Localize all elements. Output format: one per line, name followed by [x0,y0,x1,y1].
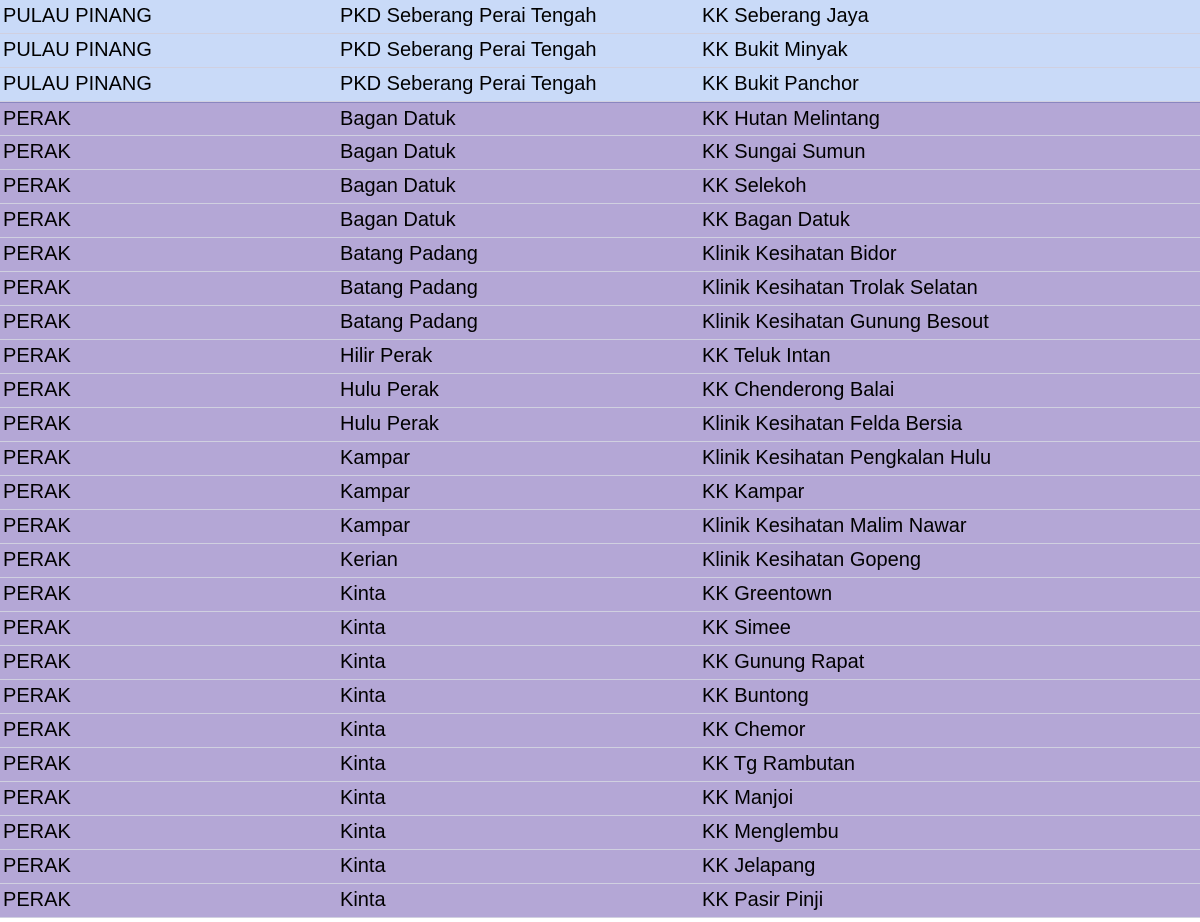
cell-district[interactable]: Kinta [340,855,386,877]
cell-state[interactable]: PERAK [3,379,71,401]
cell-district[interactable]: Kinta [340,753,386,775]
cell-clinic[interactable]: Klinik Kesihatan Trolak Selatan [702,277,978,299]
cell-district[interactable]: Kinta [340,719,386,741]
cell-state[interactable]: PERAK [3,277,71,299]
cell-clinic[interactable]: KK Bagan Datuk [702,209,850,231]
cell-clinic[interactable]: Klinik Kesihatan Gopeng [702,549,922,571]
cell-district[interactable]: Kampar [340,447,411,469]
cell-state[interactable]: PERAK [3,447,71,469]
cell-clinic[interactable]: Klinik Kesihatan Gunung Besout [702,311,989,333]
table-row [0,680,1200,714]
cell-clinic[interactable]: KK Jelapang [702,855,816,877]
table-row [0,68,1200,102]
cell-clinic[interactable]: Klinik Kesihatan Malim Nawar [702,515,967,537]
cell-clinic[interactable]: KK Kampar [702,481,805,503]
cell-district[interactable]: Kampar [340,515,411,537]
cell-clinic[interactable]: KK Gunung Rapat [702,651,865,673]
table-row [0,850,1200,884]
cell-district[interactable]: Bagan Datuk [340,175,456,197]
table-row [0,102,1200,136]
cell-clinic[interactable]: KK Bukit Minyak [702,39,848,61]
cell-district[interactable]: PKD Seberang Perai Tengah [340,73,597,95]
table-row [0,442,1200,476]
table-row [0,510,1200,544]
cell-state[interactable]: PERAK [3,345,71,367]
cell-clinic[interactable]: KK Tg Rambutan [702,753,856,775]
cell-district[interactable]: PKD Seberang Perai Tengah [340,39,597,61]
table-row [0,238,1200,272]
cell-state[interactable]: PERAK [3,481,71,503]
cell-state[interactable]: PERAK [3,753,71,775]
cell-district[interactable]: Kinta [340,583,386,605]
table-row [0,544,1200,578]
cell-state[interactable]: PERAK [3,311,71,333]
cell-state[interactable]: PERAK [3,175,71,197]
cell-district[interactable]: Batang Padang [340,311,478,333]
table-row [0,612,1200,646]
cell-clinic[interactable]: KK Pasir Pinji [702,889,824,911]
table-row [0,136,1200,170]
table-row [0,884,1200,918]
cell-state[interactable]: PERAK [3,651,71,673]
cell-state[interactable]: PERAK [3,583,71,605]
cell-district[interactable]: Kinta [340,787,386,809]
cell-district[interactable]: Kerian [340,549,398,571]
cell-state[interactable]: PERAK [3,515,71,537]
cell-district[interactable]: Batang Padang [340,277,478,299]
table-row [0,816,1200,850]
table-row [0,34,1200,68]
table-row [0,272,1200,306]
cell-state[interactable]: PULAU PINANG [3,73,152,95]
cell-clinic[interactable]: KK Menglembu [702,821,839,843]
cell-district[interactable]: Hulu Perak [340,379,439,401]
table-row [0,476,1200,510]
cell-district[interactable]: Bagan Datuk [340,209,456,231]
cell-clinic[interactable]: KK Greentown [702,583,833,605]
table-row [0,0,1200,34]
table-row [0,204,1200,238]
cell-clinic[interactable]: KK Manjoi [702,787,794,809]
cell-district[interactable]: Bagan Datuk [340,141,456,163]
cell-clinic[interactable]: KK Teluk Intan [702,345,831,367]
cell-district[interactable]: Kinta [340,685,386,707]
cell-state[interactable]: PERAK [3,617,71,639]
cell-district[interactable]: Kinta [340,617,386,639]
cell-clinic[interactable]: Klinik Kesihatan Pengkalan Hulu [702,447,992,469]
cell-state[interactable]: PULAU PINANG [3,39,152,61]
table-row [0,306,1200,340]
cell-district[interactable]: Hilir Perak [340,345,433,367]
cell-clinic[interactable]: KK Selekoh [702,175,807,197]
cell-district[interactable]: Hulu Perak [340,413,439,435]
cell-state[interactable]: PULAU PINANG [3,5,152,27]
table-row [0,408,1200,442]
table-row [0,782,1200,816]
cell-district[interactable]: Kinta [340,889,386,911]
cell-state[interactable]: PERAK [3,549,71,571]
cell-district[interactable]: Bagan Datuk [340,107,456,130]
cell-state[interactable]: PERAK [3,855,71,877]
cell-state[interactable]: PERAK [3,787,71,809]
cell-district[interactable]: Batang Padang [340,243,478,265]
cell-district[interactable]: PKD Seberang Perai Tengah [340,5,597,27]
table-row [0,374,1200,408]
cell-state[interactable]: PERAK [3,413,71,435]
cell-district[interactable]: Kinta [340,651,386,673]
table-row [0,578,1200,612]
cell-state[interactable]: PERAK [3,889,71,911]
cell-clinic[interactable]: Klinik Kesihatan Bidor [702,243,897,265]
cell-clinic[interactable]: KK Chemor [702,719,806,741]
cell-district[interactable]: Kinta [340,821,386,843]
table-row [0,646,1200,680]
cell-state[interactable]: PERAK [3,107,71,130]
cell-state[interactable]: PERAK [3,685,71,707]
cell-clinic[interactable]: KK Chenderong Balai [702,379,895,401]
table-row [0,714,1200,748]
cell-district[interactable]: Kampar [340,481,411,503]
cell-clinic[interactable]: KK Hutan Melintang [702,107,880,130]
cell-clinic[interactable]: Klinik Kesihatan Felda Bersia [702,413,963,435]
table-row [0,340,1200,374]
cell-clinic[interactable]: KK Sungai Sumun [702,141,866,163]
table-row [0,170,1200,204]
cell-clinic[interactable]: KK Seberang Jaya [702,5,869,27]
cell-state[interactable]: PERAK [3,821,71,843]
cell-clinic[interactable]: KK Bukit Panchor [702,73,859,95]
cell-state[interactable]: PERAK [3,141,71,163]
cell-state[interactable]: PERAK [3,243,71,265]
cell-clinic[interactable]: KK Buntong [702,685,809,707]
cell-clinic[interactable]: KK Simee [702,617,791,639]
cell-state[interactable]: PERAK [3,209,71,231]
table-row [0,748,1200,782]
cell-state[interactable]: PERAK [3,719,71,741]
